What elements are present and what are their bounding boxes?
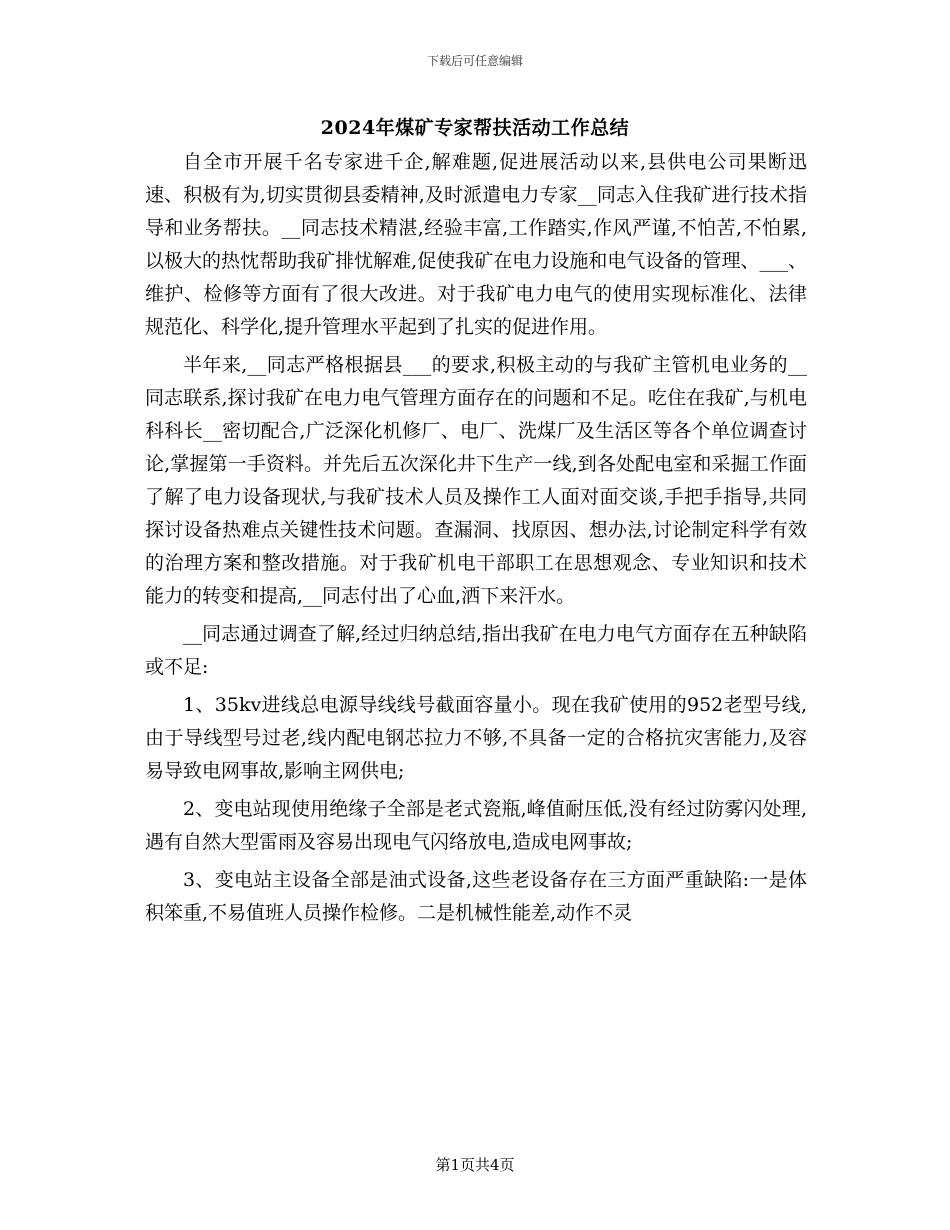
page-header-note: 下载后可任意编辑 bbox=[426, 54, 523, 68]
document-title: 2024年煤矿专家帮扶活动工作总结 bbox=[320, 117, 630, 139]
paragraph-1: 自全市开展千名专家进千企,解难题,促进展活动以来,县供电公司果断迅速、积极有为,切实贯彻县委精神,及时派遣电力专家__同志入住我矿进行技术指导和业务帮扶。__同志技术精湛,经验丰富,工作踏实,作风严谨,不怕苦,不怕累,以极大的热忱帮助我矿排忧解难,促使我矿在电力设施和电气设备的管理、___、维护、检修等方面有了很大改进。对于我矿电力电气的使用实现标准化、法律规范化、科学化,提升管理水平起到了扎实的促进作用。 bbox=[145, 151, 807, 338]
paragraph-4: 1、35kv进线总电源导线线号截面容量小。现在我矿使用的952老型号线,由于导线型号过老,线内配电钢芯拉力不够,不具备一定的合格抗灾害能力,及容易导致电网事故,影响主网供电; bbox=[145, 694, 807, 782]
paragraph-3: __同志通过调查了解,经过归纳总结,指出我矿在电力电气方面存在五种缺陷或不足: bbox=[145, 623, 807, 678]
document-body bbox=[145, 146, 807, 930]
paragraph-5: 2、变电站现使用绝缘子全部是老式瓷瓶,峰值耐压低,没有经过防雾闪处理,遇有自然大型雷雨及容易出现电气闪络放电,造成电网事故; bbox=[145, 798, 807, 853]
paragraph-6: 3、变电站主设备全部是油式设备,这些老设备存在三方面严重缺陷:一是体积笨重,不易值班人员操作检修。二是机械性能差,动作不灵 bbox=[145, 869, 807, 924]
paragraph-2: 半年来,__同志严格根据县___的要求,积极主动的与我矿主管机电业务的__同志联系,探讨我矿在电力电气管理方面存在的问题和不足。吃住在我矿,与机电科科长__密切配合,广泛深化机修厂、电厂、洗煤厂及生活区等各个单位调查讨论,掌握第一手资料。并先后五次深化井下生产一线,到各处配电室和采掘工作面了解了电力设备现状,与我矿技术人员及操作工人面对面交谈,手把手指导,共同探讨设备热难点关键性技术问题。查漏洞、找原因、想办法,讨论制定科学有效的治理方案和整改措施。对于我矿机电干部职工在思想观念、专业知识和技术能力的转变和提高,__同志付出了心血,洒下来汗水。 bbox=[145, 354, 807, 607]
page-number: 第1页共4页 bbox=[435, 1156, 515, 1174]
